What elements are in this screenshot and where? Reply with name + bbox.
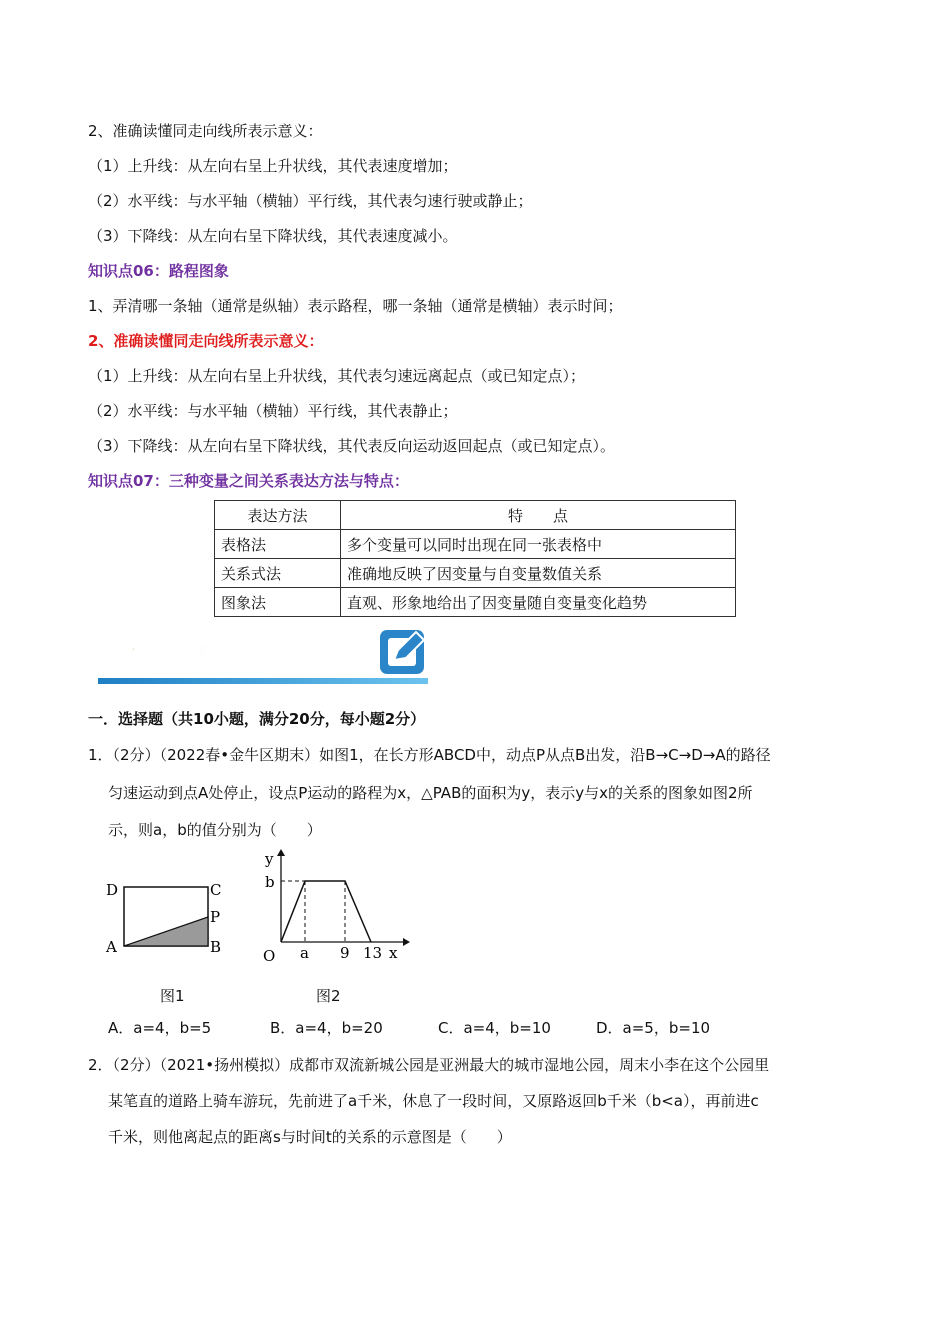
speed-item-2: （2）水平线：与水平轴（横轴）平行线，其代表匀速行驶或静止； xyxy=(88,192,533,210)
q2-line-3: 千米，则他离起点的距离s与时间t的关系的示意图是（ ） xyxy=(108,1128,512,1146)
q1-line-1: 1．（2分）（2022春•金牛区期末）如图1，在长方形ABCD中，动点P从点B出发，沿B→C→D→A的路径 xyxy=(88,746,771,764)
table-cell: 表格法 xyxy=(215,530,341,559)
kp06-title: 知识点06：路程图象 xyxy=(88,262,229,280)
label-p: P xyxy=(210,908,221,926)
q1-line-3: 示，则a，b的值分别为（ ） xyxy=(108,821,322,839)
table-row xyxy=(215,588,736,617)
pencil-edit-icon xyxy=(380,630,424,674)
figure-2-caption: 图2 xyxy=(316,987,341,1005)
q1-option-a[interactable]: A．a=4，b=5 xyxy=(108,1019,212,1037)
kp07-title: 知识点07：三种变量之间关系表达方法与特点： xyxy=(88,472,409,490)
q1-option-c[interactable]: C．a=4，b=10 xyxy=(438,1019,551,1037)
label-y: y xyxy=(265,850,274,868)
function-graph xyxy=(281,881,371,942)
training-banner xyxy=(98,620,438,686)
speed-item-3: （3）下降线：从左向右呈下降状线，其代表速度减小。 xyxy=(88,227,458,245)
q2-line-2: 某笔直的道路上骑车游玩，先前进了a千米，休息了一段时间，又原路返回b千米（b<a），再前进c xyxy=(108,1092,759,1110)
table-cell: 图象法 xyxy=(215,588,341,617)
banner-underline xyxy=(98,678,428,684)
table-cell: 直观、形象地给出了因变量随自变量变化趋势 xyxy=(341,588,736,617)
label-13: 13 xyxy=(363,944,383,962)
triangle-pab xyxy=(124,917,208,946)
label-a-value: a xyxy=(300,944,309,962)
q2-line-1: 2．（2分）（2021•扬州模拟）成都市双流新城公园是亚洲最大的城市湿地公园，周末小李在这个公园里 xyxy=(88,1056,770,1074)
label-b-value: b xyxy=(265,873,275,891)
table-header-cell: 特 点 xyxy=(341,501,736,530)
kp06-item-3: （3）下降线：从左向右呈下降状线，其代表反向运动返回起点（或已知定点）。 xyxy=(88,437,616,455)
label-x: x xyxy=(389,944,398,962)
label-b: B xyxy=(210,938,222,956)
label-9: 9 xyxy=(340,944,350,962)
label-c: C xyxy=(210,881,222,899)
label-a: A xyxy=(106,938,117,956)
label-origin: O xyxy=(263,947,276,965)
section-one-title: 一．选择题（共10小题，满分20分，每小题2分） xyxy=(88,710,426,728)
q1-line-2: 匀速运动到点A处停止，设点P运动的路程为x，△PAB的面积为y，表示y与x的关系的图象如图2所 xyxy=(108,784,753,802)
q1-option-d[interactable]: D．a=5，b=10 xyxy=(596,1019,711,1037)
kp06-item-2: （2）水平线：与水平轴（横轴）平行线，其代表静止； xyxy=(88,402,458,420)
table-cell: 关系式法 xyxy=(215,559,341,588)
table-header-row xyxy=(215,501,736,530)
speed-item-1: （1）上升线：从左向右呈上升状线，其代表速度增加； xyxy=(88,157,458,175)
banner-title: 高频核心专题训练 xyxy=(100,642,221,660)
table-cell: 多个变量可以同时出现在同一张表格中 xyxy=(341,530,736,559)
table-cell: 准确地反映了因变量与自变量数值关系 xyxy=(341,559,736,588)
kp06-item-1: （1）上升线：从左向右呈上升状线，其代表匀速远离起点（或已知定点）； xyxy=(88,367,586,385)
figure-2-graph xyxy=(255,848,410,966)
kp06-heading-2: 2、准确读懂同走向线所表示意义： xyxy=(88,332,324,350)
table-row xyxy=(215,530,736,559)
speed-heading: 2、准确读懂同走向线所表示意义： xyxy=(88,122,323,140)
figure-1-rectangle xyxy=(100,870,230,960)
table-header-cell: 表达方法 xyxy=(215,501,341,530)
table-row xyxy=(215,559,736,588)
label-d: D xyxy=(106,881,119,899)
expression-methods-table xyxy=(214,500,736,617)
q1-option-b[interactable]: B．a=4，b=20 xyxy=(270,1019,383,1037)
kp06-line-1: 1、弄清哪一条轴（通常是纵轴）表示路程，哪一条轴（通常是横轴）表示时间； xyxy=(88,297,623,315)
figure-1-caption: 图1 xyxy=(160,987,185,1005)
